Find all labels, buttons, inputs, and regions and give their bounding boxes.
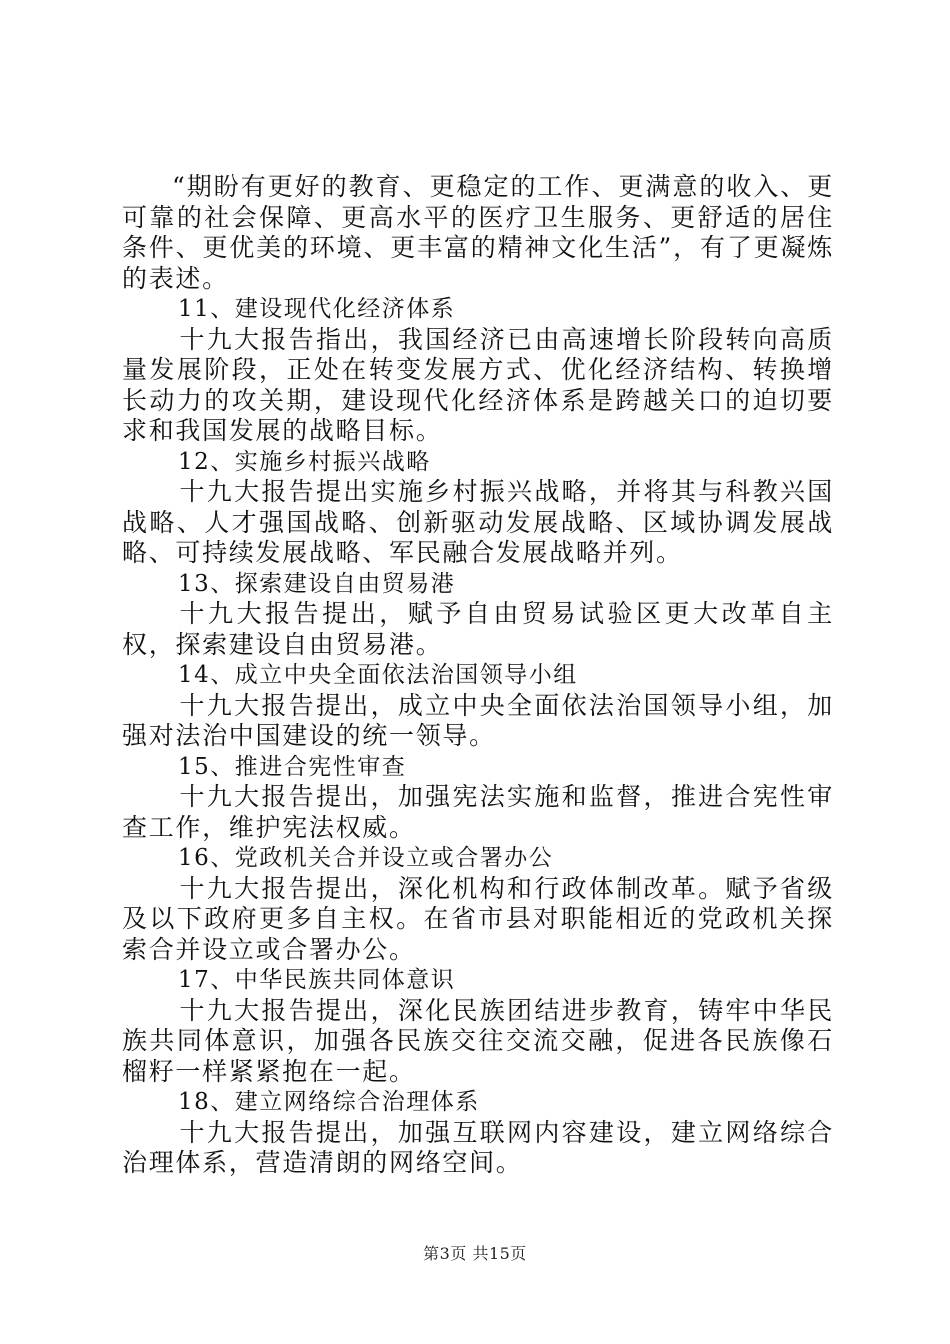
section-text-13: 十九大报告提出，赋予自由贸易试验区更大改革自主权，探索建设自由贸易港。 bbox=[122, 599, 834, 659]
section-text-14: 十九大报告提出，成立中央全面依法治国领导小组，加强对法治中国建设的统一领导。 bbox=[122, 690, 834, 750]
intro-paragraph: “期盼有更好的教育、更稳定的工作、更满意的收入、更可靠的社会保障、更高水平的医疗卫生服务、更舒适的居住条件、更优美的环境、更丰富的精神文化生活”，有了更凝炼的表述。 bbox=[122, 172, 834, 293]
section-heading-16: 16、党政机关合并设立或合署办公 bbox=[178, 845, 554, 871]
page-number-footer: 第3页 共15页 bbox=[423, 1244, 527, 1263]
section-heading-12: 12、实施乡村振兴战略 bbox=[178, 448, 431, 475]
section-text-15: 十九大报告提出，加强宪法实施和监督，推进合宪性审查工作，维护宪法权威。 bbox=[122, 782, 834, 842]
section-text-17: 十九大报告提出，深化民族团结进步教育，铸牢中华民族共同体意识，加强各民族交往交流交融，促进各民族像石榴籽一样紧紧抱在一起。 bbox=[122, 995, 834, 1086]
section-heading-15: 15、推进合宪性审查 bbox=[178, 753, 407, 780]
section-heading-14: 14、成立中央全面依法治国领导小组 bbox=[178, 662, 578, 688]
document-body bbox=[122, 172, 834, 1179]
section-text-16: 十九大报告提出，深化机构和行政体制改革。赋予省级及以下政府更多自主权。在省市县对职能相近的党政机关探索合并设立或合署办公。 bbox=[122, 873, 834, 964]
section-heading-11: 11、建设现代化经济体系 bbox=[178, 296, 456, 322]
section-text-11: 十九大报告指出，我国经济已由高速增长阶段转向高质量发展阶段，正处在转变发展方式、优化经济结构、转换增长动力的攻关期，建设现代化经济体系是跨越关口的迫切要求和我国发展的战略目标。 bbox=[122, 324, 834, 445]
section-heading-13: 13、探索建设自由贸易港 bbox=[178, 570, 456, 597]
section-text-18: 十九大报告提出，加强互联网内容建设，建立网络综合治理体系，营造清朗的网络空间。 bbox=[122, 1117, 834, 1177]
section-heading-18: 18、建立网络综合治理体系 bbox=[178, 1089, 480, 1115]
section-heading-17: 17、中华民族共同体意识 bbox=[178, 967, 456, 993]
section-text-12: 十九大报告提出实施乡村振兴战略，并将其与科教兴国战略、人才强国战略、创新驱动发展战略、区域协调发展战略、可持续发展战略、军民融合发展战略并列。 bbox=[122, 477, 834, 567]
